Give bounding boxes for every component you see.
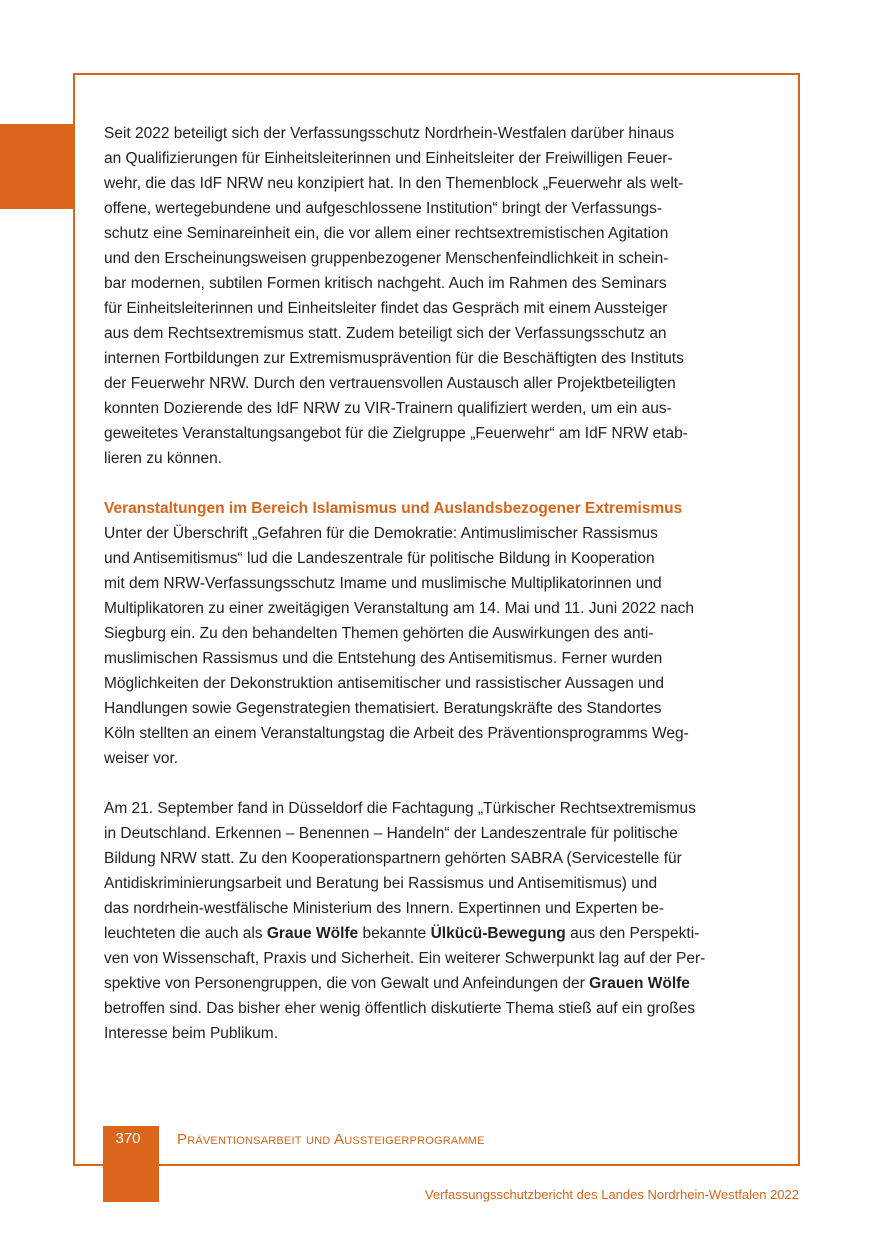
bold-term-graue-woelfe: Graue Wölfe [266, 925, 359, 942]
footer-credit: Verfassungsschutzbericht des Landes Nordrhein-Westfalen 2022 [424, 1187, 799, 1202]
paragraph-fachtagung: Am 21. September fand in Düsseldorf die Fachtagung „Türkischer Rechtsextremismus in Deutschland. Erkennen – Benennen – Handeln“ der Landeszentrale für politische Bildung NRW statt. Zu den Kooperationspartnern gehörten SABRA (Servicestelle für Antidiskriminierungsarbeit und Beratung bei Rassismus und Antisemitismus) und das nordrhein-westfälische Ministerium des Innern. Expertinnen und Experten be- leuchteten die auch als Graue Wölfe bekannte Ülkücü-Bewegung aus den Perspekti- ven von Wissenschaft, Praxis und Sicherheit. Ein weiterer Schwerpunkt lag auf der Per- spektive von Personengruppen, die von Gewalt und Anfeindungen der Grauen Wölfe betroffen sind. Das bisher eher wenig öffentlich diskutierte Thema stieß auf ein großes Interesse beim Publikum. [104, 800, 706, 1042]
bold-term-grauen-woelfe: Grauen Wölfe [589, 975, 690, 992]
running-title: Präventionsarbeit und Aussteigerprogramme [177, 1131, 485, 1148]
paragraph-feuerwehr: Seit 2022 beteiligt sich der Verfassungsschutz Nordrhein-Westfalen darüber hinaus an Qualifizierungen für Einheitsleiterinnen und Einheitsleiter der Freiwilligen Feuer- wehr, die das IdF NRW neu konzipiert hat. In den Themenblock „Feuerwehr als welt- offene, wertegebundene und aufgeschlossene Institution“ bringt der Verfassungs- schutz eine Seminareinheit ein, die vor allem einer rechtsextremistischen Agitation und den Erscheinungsweisen gruppenbezogener Menschenfeindlichkeit in schein- bar modernen, subtilen Formen kritisch nachgeht. Auch im Rahmen des Seminars für Einheitsleiterinnen und Einheitsleiter findet das Gespräch mit einem Aussteiger aus dem Rechtsextremismus statt. Zudem beteiligt sich der Verfassungsschutz an internen Fortbildungen zur Extremismusprävention für die Beschäftigten des Instituts der Feuerwehr NRW. Durch den vertrauensvollen Austausch aller Projektbeteiligten konnten Dozierende des IdF NRW zu VIR-Trainern qualifiziert werden, um ein aus- geweitetes Veranstaltungsangebot für die Zielgruppe „Feuerwehr“ am IdF NRW etab- lieren zu können. [104, 125, 688, 467]
paragraph-islamismus: Unter der Überschrift „Gefahren für die Demokratie: Antimuslimischer Rassismus und Antisemitismus“ lud die Landeszentrale für politische Bildung in Kooperation mit dem NRW-Verfassungsschutz Imame und muslimische Multiplikatorinnen und Multiplikatoren zu einer zweitägigen Veranstaltung am 14. Mai und 11. Juni 2022 nach Siegburg ein. Zu den behandelten Themen gehörten die Auswirkungen des anti- muslimischen Rassismus und die Entstehung des Antisemitismus. Ferner wurden Möglichkeiten der Dekonstruktion antisemitischer und rassistischer Aussagen und Handlungen sowie Gegenstrategien thematisiert. Beratungskräfte des Standortes Köln stellten an einem Veranstaltungstag die Arbeit des Präventionsprogramms Weg- weiser vor. [104, 525, 694, 767]
section-heading: Veranstaltungen im Bereich Islamismus und Auslandsbezogener Extremismus [104, 500, 683, 517]
main-content [104, 121, 774, 1046]
page-number: 370 [115, 1130, 141, 1147]
side-tab-marker [0, 124, 73, 209]
bold-term-uelkuecue: Ülkücü-Bewegung [430, 925, 566, 942]
